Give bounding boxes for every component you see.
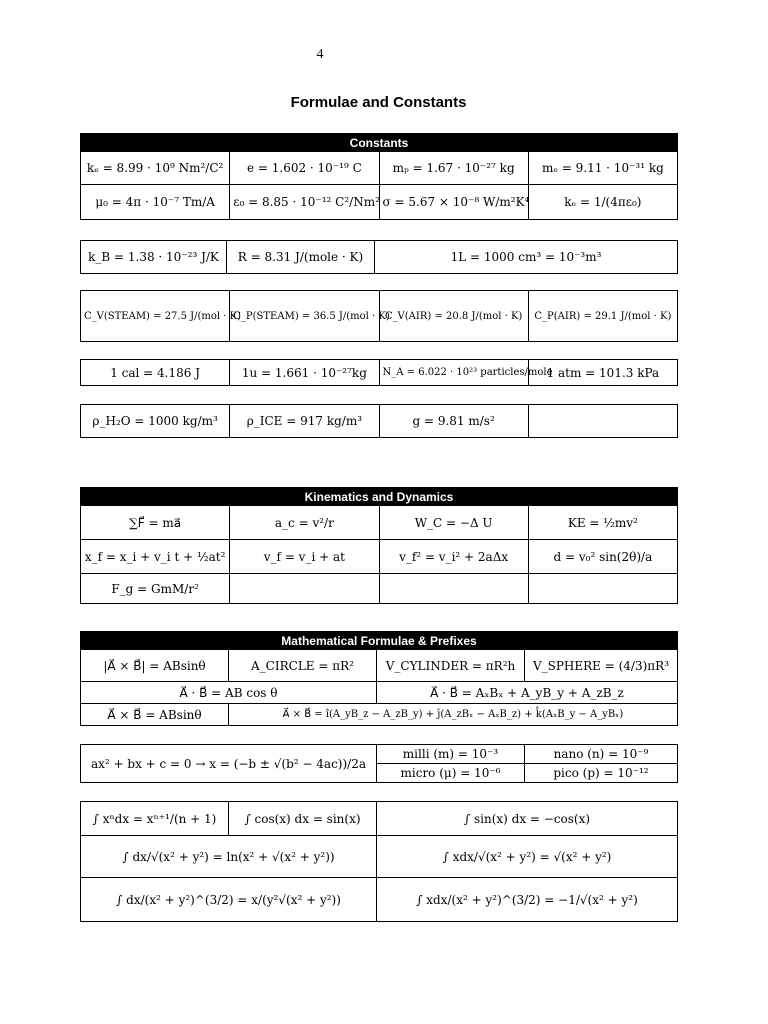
x-inverse-cube-integral: ∫ xdx/(x² + y²)^(3/2) = −1/√(x² + y²) <box>377 878 678 922</box>
ice-density: ρ_ICE = 917 kg/m³ <box>230 405 379 438</box>
kinetic-energy: KE = ½mv² <box>528 506 677 540</box>
root-integral: ∫ xdx/√(x² + y²) = √(x² + y²) <box>377 836 678 878</box>
power-integral: ∫ xⁿdx = xⁿ⁺¹/(n + 1) <box>81 802 229 836</box>
math-table <box>80 631 678 726</box>
pico-prefix: pico (p) = 10⁻¹² <box>525 764 678 783</box>
gravity: g = 9.81 m/s² <box>379 405 528 438</box>
dot-product: A⃗ · B⃗ = AB cos θ <box>81 682 377 704</box>
cv-air: C_V(AIR) = 20.8 J/(mol · K) <box>379 291 528 342</box>
water-density: ρ_H₂O = 1000 kg/m³ <box>81 405 230 438</box>
atmosphere: 1 atm = 101.3 kPa <box>528 360 677 386</box>
position-equation: x_f = x_i + v_i t + ½at² <box>81 540 230 574</box>
inverse-cube-integral: ∫ dx/(x² + y²)^(3/2) = x/(y²√(x² + y²)) <box>81 878 377 922</box>
kinematics-header: Kinematics and Dynamics <box>81 488 678 506</box>
quadratic-formula: ax² + bx + c = 0 → x = (−b ± √(b² − 4ac))/2a <box>81 745 377 783</box>
centripetal-acceleration: a_c = v²/r <box>230 506 379 540</box>
gravity-force: F_g = GmM/r² <box>81 574 230 604</box>
cross-product-magnitude: |A⃗ × B⃗| = ABsinθ <box>81 650 229 682</box>
nano-prefix: nano (n) = 10⁻⁹ <box>525 745 678 764</box>
math-header: Mathematical Formulae & Prefixes <box>81 632 678 650</box>
electron-mass: mₑ = 9.11 · 10⁻³¹ kg <box>528 152 677 185</box>
empty-cell <box>230 574 379 604</box>
log-integral: ∫ dx/√(x² + y²) = ln(x² + √(x² + y²)) <box>81 836 377 878</box>
page-title: Formulae and Constants <box>290 94 467 111</box>
atomic-mass-unit: 1u = 1.661 · 10⁻²⁷kg <box>230 360 379 386</box>
avogadro: N_A = 6.022 · 10²³ particles/mole <box>379 360 528 386</box>
empty-cell <box>379 574 528 604</box>
constants-table <box>80 133 678 220</box>
litre-conversion: 1L = 1000 cm³ = 10⁻³m³ <box>375 241 678 274</box>
sphere-volume: V_SPHERE = (4/3)πR³ <box>525 650 678 682</box>
thermo-table <box>80 240 678 274</box>
cp-air: C_P(AIR) = 29.1 J/(mol · K) <box>528 291 677 342</box>
milli-prefix: milli (m) = 10⁻³ <box>377 745 525 764</box>
circle-area: A_CIRCLE = πR² <box>229 650 377 682</box>
micro-prefix: micro (μ) = 10⁻⁶ <box>377 764 525 783</box>
velocity-equation: v_f = v_i + at <box>230 540 379 574</box>
conservative-work: W_C = −Δ U <box>379 506 528 540</box>
vacuum-permeability: μ₀ = 4π · 10⁻⁷ Tm/A <box>81 185 230 220</box>
coulomb-constant: kₑ = 8.99 · 10⁹ Nm²/C² <box>81 152 230 185</box>
units-table <box>80 359 678 386</box>
calorie: 1 cal = 4.186 J <box>81 360 230 386</box>
cv-steam: C_V(STEAM) = 27.5 J/(mol · K) <box>81 291 230 342</box>
kinematics-table <box>80 487 678 604</box>
empty-cell <box>528 405 677 438</box>
range-equation: d = v₀² sin(2θ)/a <box>528 540 677 574</box>
stefan-boltzmann: σ = 5.67 × 10⁻⁸ W/m²K⁴ <box>379 185 528 220</box>
empty-cell <box>528 574 677 604</box>
velocity-squared-equation: v_f² = v_i² + 2aΔx <box>379 540 528 574</box>
heat-capacity-table <box>80 290 678 342</box>
cosine-integral: ∫ cos(x) dx = sin(x) <box>229 802 377 836</box>
gas-constant: R = 8.31 J/(mole · K) <box>227 241 375 274</box>
vacuum-permittivity: ε₀ = 8.85 · 10⁻¹² C²/Nm² <box>230 185 379 220</box>
cross-product: A⃗ × B⃗ = ABsinθ <box>81 704 229 726</box>
page-number: 4 <box>316 47 324 62</box>
integrals-table <box>80 801 678 922</box>
elementary-charge: e = 1.602 · 10⁻¹⁹ C <box>230 152 379 185</box>
cp-steam: C_P(STEAM) = 36.5 J/(mol · K) <box>230 291 379 342</box>
coulomb-constant-alt: kₑ = 1/(4πε₀) <box>528 185 677 220</box>
dot-product-components: A⃗ · B⃗ = AₓBₓ + A_yB_y + A_zB_z <box>377 682 678 704</box>
constants-header: Constants <box>81 134 678 152</box>
boltzmann-constant: k_B = 1.38 · 10⁻²³ J/K <box>81 241 227 274</box>
quadratic-table <box>80 744 678 783</box>
proton-mass: mₚ = 1.67 · 10⁻²⁷ kg <box>379 152 528 185</box>
cylinder-volume: V_CYLINDER = πR²h <box>377 650 525 682</box>
densities-table <box>80 404 678 438</box>
sine-integral: ∫ sin(x) dx = −cos(x) <box>377 802 678 836</box>
newton-second-law: ∑F⃗ = ma⃗ <box>81 506 230 540</box>
cross-product-components: A⃗ × B⃗ = î(A_yB_z − A_zB_y) + ĵ(A_zBₓ − AₓB_z) + k̂(AₓB_y − A_yBₓ) <box>229 704 678 726</box>
